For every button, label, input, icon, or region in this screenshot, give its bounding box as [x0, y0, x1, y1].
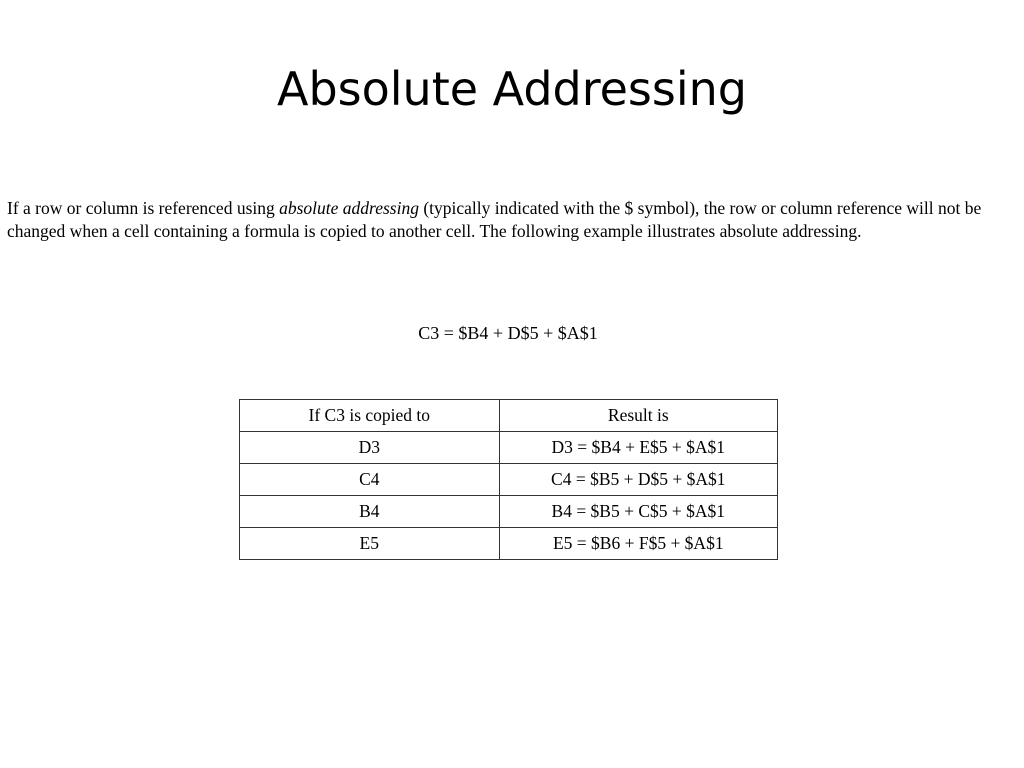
header-result: Result is — [499, 400, 777, 432]
cell-result: C4 = $B5 + D$5 + $A$1 — [499, 464, 777, 496]
table-row — [240, 464, 778, 496]
table-row — [240, 496, 778, 528]
slide-title: Absolute Addressing — [277, 62, 747, 116]
intro-paragraph — [7, 197, 1011, 243]
paragraph-text-start: If a row or column is referenced using — [7, 198, 280, 218]
copy-result-table — [239, 399, 778, 560]
cell-result: E5 = $B6 + F$5 + $A$1 — [499, 528, 777, 560]
header-copied-to: If C3 is copied to — [240, 400, 500, 432]
table-row — [240, 432, 778, 464]
paragraph-text-end: (typically indicated with the $ symbol), the row or column reference will not be changed when a cell containing a formula is copied to another cell. The following example illustrates absolute addressing. — [7, 198, 982, 241]
example-formula: C3 = $B4 + D$5 + $A$1 — [418, 323, 598, 343]
cell-copied-to: B4 — [240, 496, 500, 528]
cell-copied-to: E5 — [240, 528, 500, 560]
paragraph-italic-term: absolute addressing — [279, 198, 419, 218]
table-header-row — [240, 400, 778, 432]
cell-result: D3 = $B4 + E$5 + $A$1 — [499, 432, 777, 464]
table-row — [240, 528, 778, 560]
cell-result: B4 = $B5 + C$5 + $A$1 — [499, 496, 777, 528]
cell-copied-to: D3 — [240, 432, 500, 464]
cell-copied-to: C4 — [240, 464, 500, 496]
